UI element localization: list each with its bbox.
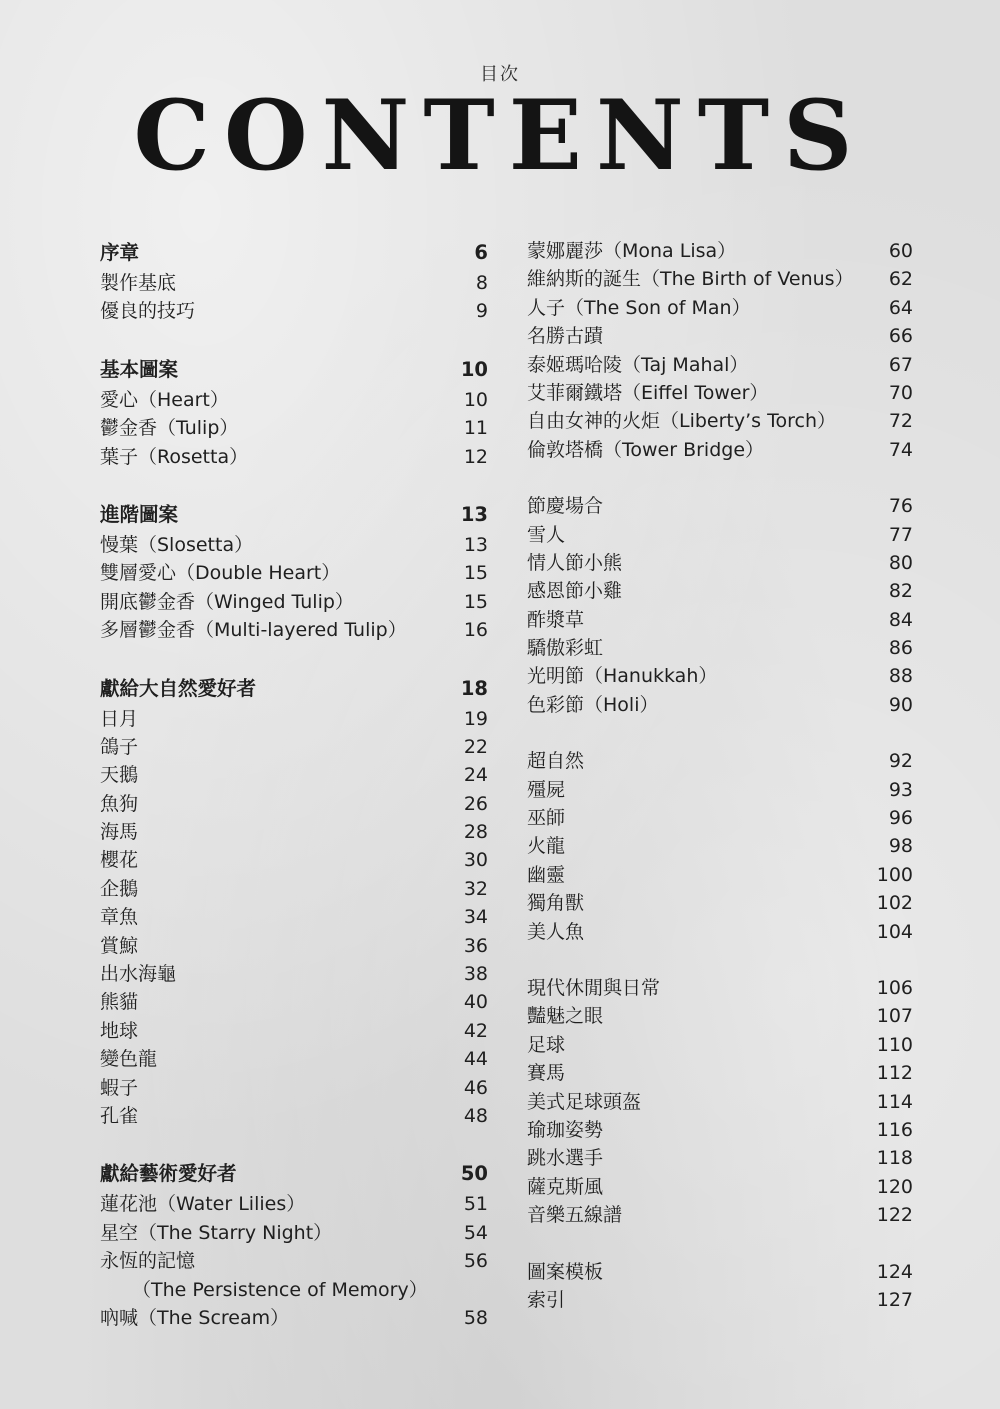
toc-entry-label: 瑜珈姿勢 bbox=[527, 1118, 604, 1141]
toc-entry-page-number: 86 bbox=[888, 637, 913, 660]
toc-entry bbox=[100, 297, 488, 325]
toc-entry bbox=[527, 407, 913, 435]
toc-section bbox=[527, 492, 913, 719]
toc-entry-page-number: 106 bbox=[876, 976, 913, 999]
toc-entry-page-number: 92 bbox=[888, 750, 913, 773]
toc-entry bbox=[100, 414, 488, 442]
toc-entry bbox=[527, 662, 913, 690]
toc-entry-label: 雙層愛心（Double Heart） bbox=[100, 562, 341, 585]
toc-entry bbox=[527, 1201, 913, 1229]
toc-entry-label: 鬱金香（Tulip） bbox=[100, 417, 239, 440]
toc-entry-label: 慢葉（Slosetta） bbox=[100, 533, 254, 556]
toc-section-heading-label: 進階圖案 bbox=[100, 502, 179, 526]
toc-entry bbox=[100, 531, 488, 559]
toc-entry bbox=[527, 379, 913, 407]
toc-entry-label: 獨角獸 bbox=[527, 892, 585, 915]
toc-entry bbox=[100, 875, 488, 903]
toc-entry bbox=[527, 1144, 913, 1172]
toc-section-heading bbox=[100, 354, 488, 386]
toc-entry bbox=[527, 436, 913, 464]
toc-entry bbox=[527, 832, 913, 860]
toc-entry-page-number: 9 bbox=[475, 300, 488, 323]
toc-section bbox=[527, 747, 913, 946]
toc-section-heading-page-number: 18 bbox=[460, 676, 488, 700]
toc-entry-page-number: 84 bbox=[888, 608, 913, 631]
toc-entry bbox=[100, 1304, 488, 1332]
toc-entry-page-number: 122 bbox=[876, 1204, 913, 1227]
toc-entry-page-number: 30 bbox=[463, 849, 488, 872]
toc-entry-label: 永恆的記憶 bbox=[100, 1250, 196, 1273]
toc-section bbox=[100, 673, 488, 1131]
toc-entry bbox=[100, 932, 488, 960]
toc-entry bbox=[100, 269, 488, 297]
toc-entry-page-number: 54 bbox=[463, 1221, 488, 1244]
toc-entry-page-number: 110 bbox=[876, 1033, 913, 1056]
toc-entry-label: 愛心（Heart） bbox=[100, 388, 229, 411]
toc-entry-label: 索引 bbox=[527, 1288, 566, 1311]
toc-entry-label: 跳水選手 bbox=[527, 1147, 604, 1170]
toc-entry-label: 火龍 bbox=[527, 835, 566, 858]
toc-entry-page-number: 36 bbox=[463, 934, 488, 957]
toc-entry-label: 光明節（Hanukkah） bbox=[527, 665, 718, 688]
toc-entry-page-number: 32 bbox=[463, 877, 488, 900]
toc-entry bbox=[100, 386, 488, 414]
toc-entry bbox=[527, 549, 913, 577]
toc-entry-page-number: 58 bbox=[463, 1306, 488, 1329]
toc-entry bbox=[100, 790, 488, 818]
toc-entry bbox=[100, 1219, 488, 1247]
toc-entry-page-number: 76 bbox=[888, 495, 913, 518]
toc-entry-page-number: 62 bbox=[888, 268, 913, 291]
toc-entry-label: 賽馬 bbox=[527, 1062, 566, 1085]
toc-entry-page-number: 93 bbox=[888, 778, 913, 801]
toc-entry-page-number: 98 bbox=[888, 835, 913, 858]
toc-entry bbox=[527, 351, 913, 379]
toc-entry-page-number: 102 bbox=[876, 892, 913, 915]
toc-entry bbox=[527, 634, 913, 662]
toc-section-heading bbox=[100, 1158, 488, 1190]
toc-entry-page-number: 90 bbox=[888, 693, 913, 716]
toc-entry-label: 情人節小熊 bbox=[527, 551, 623, 574]
toc-entry-label: 出水海龜 bbox=[100, 963, 177, 986]
toc-section-heading-label: 獻給藝術愛好者 bbox=[100, 1162, 237, 1186]
page-subtitle: 目次 bbox=[480, 64, 520, 85]
toc-entry-label: 魚狗 bbox=[100, 792, 139, 815]
toc-entry bbox=[527, 691, 913, 719]
toc-entry-label: 酢漿草 bbox=[527, 608, 585, 631]
toc-entry-label: 星空（The Starry Night） bbox=[100, 1221, 333, 1244]
toc-entry-page-number: 46 bbox=[463, 1076, 488, 1099]
toc-entry-page-number: 13 bbox=[463, 533, 488, 556]
toc-entry bbox=[100, 1247, 488, 1275]
toc-entry bbox=[527, 974, 913, 1002]
toc-entry-page-number: 114 bbox=[876, 1090, 913, 1113]
toc-entry-page-number: 112 bbox=[876, 1062, 913, 1085]
toc-entry-page-number: 15 bbox=[463, 590, 488, 613]
toc-entry-page-number: 60 bbox=[888, 240, 913, 262]
toc-entry-page-number: 118 bbox=[876, 1147, 913, 1170]
toc-entry-label: 章魚 bbox=[100, 906, 139, 929]
toc-entry-page-number: 34 bbox=[463, 906, 488, 929]
toc-entry bbox=[527, 1173, 913, 1201]
toc-entry bbox=[527, 237, 913, 265]
toc-entry-label: 變色龍 bbox=[100, 1048, 158, 1071]
toc-entry-label: 感恩節小雞 bbox=[527, 580, 623, 603]
toc-entry-label: 圖案模板 bbox=[527, 1260, 604, 1283]
toc-entry bbox=[527, 1258, 913, 1286]
toc-entry-page-number: 22 bbox=[463, 735, 488, 758]
toc-section bbox=[527, 974, 913, 1230]
toc-entry-page-number: 56 bbox=[463, 1250, 488, 1273]
toc-section-heading-label: 序章 bbox=[100, 241, 140, 264]
toc-entry-page-number: 24 bbox=[463, 764, 488, 787]
toc-entry bbox=[100, 960, 488, 988]
toc-entry-label: 驕傲彩虹 bbox=[527, 637, 604, 660]
toc-section bbox=[100, 354, 488, 471]
toc-entry-label: 吶喊（The Scream） bbox=[100, 1306, 290, 1329]
toc-entry-label: 天鵝 bbox=[100, 764, 139, 787]
toc-entry-page-number: 107 bbox=[876, 1005, 913, 1028]
toc-entry-label: 蓮花池（Water Lilies） bbox=[100, 1193, 306, 1216]
toc-entry-label: 泰姬瑪哈陵（Taj Mahal） bbox=[527, 353, 749, 376]
toc-section-heading bbox=[100, 499, 488, 531]
toc-entry-label: 音樂五線譜 bbox=[527, 1204, 623, 1227]
toc-section bbox=[527, 237, 913, 464]
page-title: CONTENTS bbox=[133, 79, 867, 192]
toc-entry bbox=[527, 577, 913, 605]
toc-entry-label: 櫻花 bbox=[100, 849, 139, 872]
toc-entry-label: 優良的技巧 bbox=[100, 300, 196, 323]
toc-entry bbox=[100, 1276, 488, 1304]
toc-entry bbox=[527, 1031, 913, 1059]
toc-entry bbox=[527, 1088, 913, 1116]
toc-entry bbox=[527, 1002, 913, 1030]
toc-entry-page-number: 48 bbox=[463, 1104, 488, 1127]
toc-entry-page-number: 72 bbox=[888, 410, 913, 433]
toc-entry bbox=[527, 776, 913, 804]
toc-entry-label: 倫敦塔橋（Tower Bridge） bbox=[527, 438, 765, 461]
toc-entry-label: 鴿子 bbox=[100, 735, 139, 758]
toc-entry-page-number: 51 bbox=[463, 1193, 488, 1216]
toc-entry-page-number: 70 bbox=[888, 381, 913, 404]
toc-entry-label: 幽靈 bbox=[527, 863, 566, 886]
toc-entry bbox=[527, 1116, 913, 1144]
toc-section bbox=[100, 237, 488, 326]
toc-entry-label: 賞鯨 bbox=[100, 934, 139, 957]
toc-entry-page-number: 67 bbox=[888, 353, 913, 376]
toc-entry bbox=[527, 521, 913, 549]
toc-entry-label: （The Persistence of Memory） bbox=[132, 1278, 428, 1301]
toc-entry-label: 蒙娜麗莎（Mona Lisa） bbox=[527, 240, 737, 262]
toc-entry bbox=[100, 846, 488, 874]
toc-entry-page-number: 82 bbox=[888, 580, 913, 603]
toc-entry bbox=[527, 492, 913, 520]
toc-entry-label: 名勝古蹟 bbox=[527, 325, 604, 348]
toc-entry-page-number: 10 bbox=[463, 388, 488, 411]
toc-entry-label: 巫師 bbox=[527, 807, 566, 830]
toc-section-heading-label: 基本圖案 bbox=[100, 357, 179, 381]
toc-entry-label: 自由女神的火炬（Liberty’s Torch） bbox=[527, 410, 836, 433]
toc-entry bbox=[527, 1286, 913, 1314]
toc-section bbox=[100, 499, 488, 645]
toc-section-heading-page-number: 50 bbox=[460, 1162, 488, 1186]
toc-entry bbox=[527, 747, 913, 775]
toc-entry-page-number: 16 bbox=[463, 619, 488, 642]
toc-entry-page-number: 104 bbox=[876, 920, 913, 943]
toc-entry bbox=[527, 889, 913, 917]
toc-entry-page-number: 127 bbox=[876, 1288, 913, 1311]
toc-entry-label: 足球 bbox=[527, 1033, 566, 1056]
toc-section-heading-label: 獻給大自然愛好者 bbox=[100, 676, 257, 700]
toc-entry-page-number: 64 bbox=[888, 296, 913, 319]
toc-entry bbox=[527, 606, 913, 634]
toc-entry-page-number: 28 bbox=[463, 821, 488, 844]
toc-entry-label: 多層鬱金香（Multi-layered Tulip） bbox=[100, 619, 407, 642]
toc-entry bbox=[100, 1190, 488, 1218]
toc-entry-label: 孔雀 bbox=[100, 1104, 139, 1127]
toc-right-column bbox=[527, 237, 913, 1342]
toc-entry-label: 地球 bbox=[100, 1019, 139, 1042]
toc-entry-page-number: 42 bbox=[463, 1019, 488, 1042]
toc-entry-page-number: 44 bbox=[463, 1048, 488, 1071]
toc-entry-label: 美人魚 bbox=[527, 920, 585, 943]
toc-entry bbox=[527, 265, 913, 293]
toc-entry bbox=[100, 1017, 488, 1045]
toc-entry-label: 開底鬱金香（Winged Tulip） bbox=[100, 590, 354, 613]
toc-entry bbox=[527, 1059, 913, 1087]
toc-entry-page-number: 80 bbox=[888, 551, 913, 574]
toc-entry-label: 豔魅之眼 bbox=[527, 1005, 604, 1028]
toc-entry bbox=[527, 294, 913, 322]
toc-entry-page-number: 88 bbox=[888, 665, 913, 688]
toc-entry-label: 薩克斯風 bbox=[527, 1175, 604, 1198]
toc-section-heading-page-number: 10 bbox=[460, 357, 488, 381]
toc-entry-label: 超自然 bbox=[527, 750, 585, 773]
toc-entry-label: 人子（The Son of Man） bbox=[527, 296, 751, 319]
toc-entry-page-number: 26 bbox=[463, 792, 488, 815]
toc-entry bbox=[100, 443, 488, 471]
toc-entry-label: 企鵝 bbox=[100, 877, 139, 900]
toc-entry-label: 雪人 bbox=[527, 523, 566, 546]
toc-section-heading bbox=[100, 237, 488, 269]
toc-entry-page-number: 40 bbox=[463, 991, 488, 1014]
toc-entry bbox=[100, 1102, 488, 1130]
toc-entry bbox=[100, 903, 488, 931]
toc-entry-label: 日月 bbox=[100, 707, 139, 730]
toc-entry-page-number: 66 bbox=[888, 325, 913, 348]
toc-entry bbox=[100, 988, 488, 1016]
toc-entry bbox=[527, 804, 913, 832]
toc-entry-page-number: 120 bbox=[876, 1175, 913, 1198]
toc-entry-page-number: 11 bbox=[463, 417, 488, 440]
toc-entry-page-number: 74 bbox=[888, 438, 913, 461]
toc-entry-page-number: 116 bbox=[876, 1118, 913, 1141]
toc-entry-page-number: 38 bbox=[463, 963, 488, 986]
toc-entry-page-number: 77 bbox=[888, 523, 913, 546]
toc-entry-page-number: 12 bbox=[463, 445, 488, 468]
toc-entry-label: 維納斯的誕生（The Birth of Venus） bbox=[527, 268, 854, 291]
toc-entry-page-number: 124 bbox=[876, 1260, 913, 1283]
toc-entry bbox=[100, 818, 488, 846]
toc-section bbox=[100, 1158, 488, 1332]
toc-entry-page-number: 8 bbox=[475, 272, 488, 294]
toc-entry-label: 艾菲爾鐵塔（Eiffel Tower） bbox=[527, 381, 769, 404]
toc-entry-label: 色彩節（Holi） bbox=[527, 693, 659, 716]
toc-entry bbox=[100, 559, 488, 587]
toc-entry-label: 現代休閒與日常 bbox=[527, 976, 661, 999]
toc-entry-label: 蝦子 bbox=[100, 1076, 139, 1099]
toc-entry-page-number: 15 bbox=[463, 562, 488, 585]
toc-entry-label: 熊貓 bbox=[100, 991, 139, 1014]
toc-entry bbox=[100, 733, 488, 761]
toc-entry bbox=[100, 588, 488, 616]
toc-entry-page-number: 100 bbox=[876, 863, 913, 886]
toc-entry-page-number: 96 bbox=[888, 807, 913, 830]
toc-left-column bbox=[100, 237, 488, 1360]
toc-entry bbox=[100, 705, 488, 733]
toc-section bbox=[527, 1258, 913, 1315]
toc-entry-label: 海馬 bbox=[100, 821, 139, 844]
toc-entry-label: 美式足球頭盔 bbox=[527, 1090, 642, 1113]
toc-entry bbox=[100, 1045, 488, 1073]
toc-entry-label: 殭屍 bbox=[527, 778, 566, 801]
toc-entry bbox=[527, 918, 913, 946]
toc-section-heading-page-number: 13 bbox=[460, 502, 488, 526]
toc-entry bbox=[527, 322, 913, 350]
toc-entry bbox=[100, 1074, 488, 1102]
toc-entry-label: 製作基底 bbox=[100, 272, 177, 294]
toc-entry-label: 葉子（Rosetta） bbox=[100, 445, 249, 468]
toc-entry-label: 節慶場合 bbox=[527, 495, 604, 518]
toc-section-heading bbox=[100, 673, 488, 705]
toc-entry bbox=[100, 616, 488, 644]
toc-section-heading-page-number: 6 bbox=[474, 241, 488, 264]
toc-entry-page-number: 19 bbox=[463, 707, 488, 730]
toc-entry bbox=[527, 861, 913, 889]
toc-entry bbox=[100, 761, 488, 789]
